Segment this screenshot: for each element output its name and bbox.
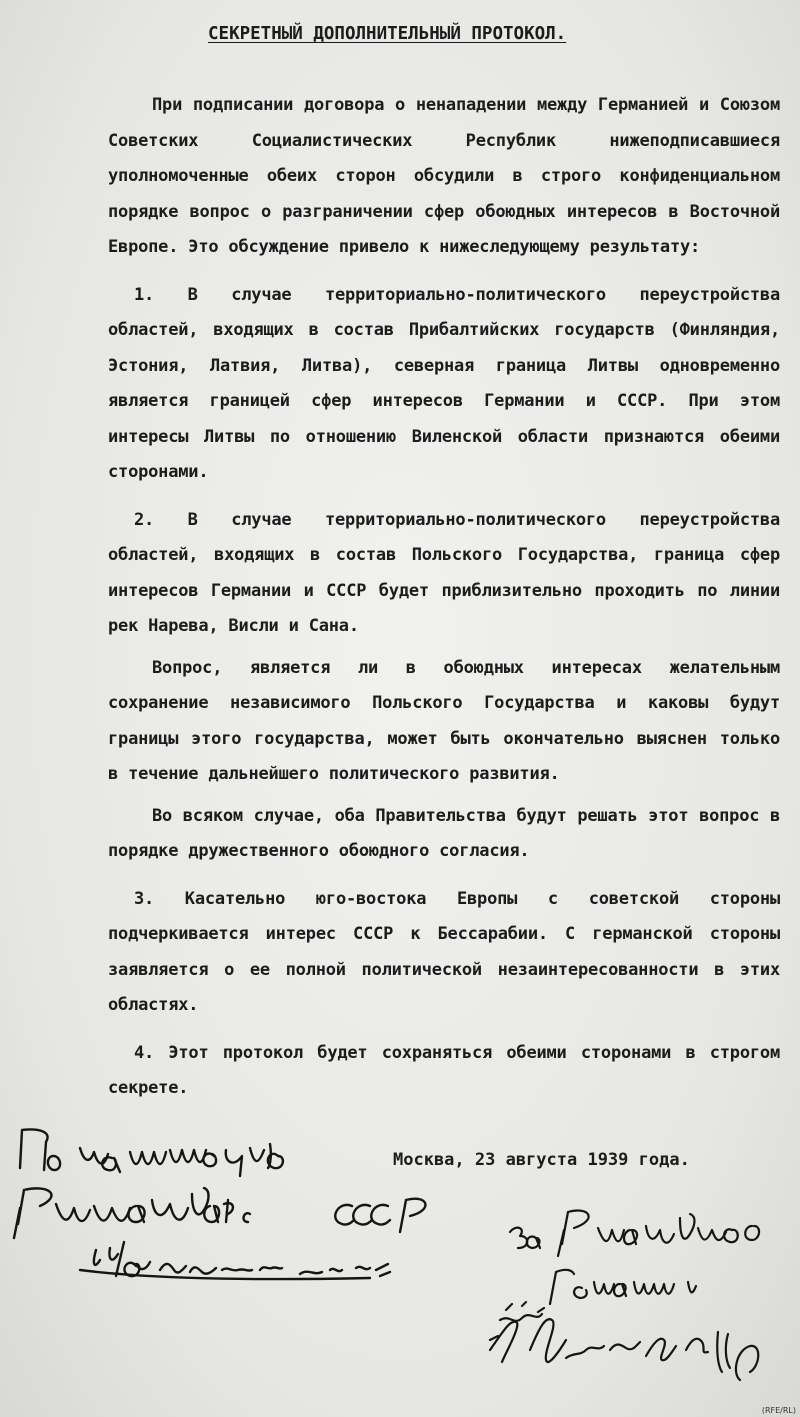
photo-credit: (RFE/RL)	[761, 1406, 796, 1415]
paragraph-2-question: Вопрос, является ли в обоюдных интересах желательным сохранение независимого Польского Государства и каковы будут границы этого государства, может быть окончательно выяснен только в течение дальнейшего политического развития.	[108, 657, 780, 784]
document-body	[108, 88, 780, 1107]
paragraph-4: 4. Этот протокол будет сохраняться обеими сторонами в строгом секрете.	[108, 1042, 780, 1098]
paragraph-2-agreement: Во всяком случае, оба Правительства будут решать этот вопрос в порядке дружественного обоюдного согласия.	[108, 805, 780, 861]
place-and-date: Москва, 23 августа 1939 года.	[393, 1150, 690, 1170]
paragraph-2: 2. В случае территориально-политического переустройства областей, входящих в состав Польского Государства, граница сфер интересов Германии и СССР будет приблизительно проходить по линии рек Нарева, Висли и Сана.	[108, 509, 780, 636]
paragraph-3: 3. Касательно юго-востока Европы с советской стороны подчеркивается интерес СССР к Бессарабии. С германской стороны заявляется о ее полной политической незаинтересованности в этих областях.	[108, 888, 780, 1015]
signature-left-handwriting	[0, 1120, 460, 1300]
intro-paragraph: При подписании договора о ненападении между Германией и Союзом Советских Социалистических Республик нижеподписавшиеся уполномоченные обеих сторон обсудили в строго конфиденциальном порядке вопрос о разграничении сфер обоюдных интересов в Восточной Европе. Это обсуждение привело к нижеследующему результату:	[108, 95, 780, 257]
document-title: СЕКРЕТНЫЙ ДОПОЛНИТЕЛЬНЫЙ ПРОТОКОЛ.	[208, 24, 567, 44]
signature-right-handwriting	[470, 1200, 800, 1410]
paragraph-1: 1. В случае территориально-политического переустройства областей, входящих в состав Прибалтийских государств (Финляндия, Эстония, Латвия, Литва), северная граница Литвы одновременно является границей сфер интересов Германии и СССР. При этом интересы Литвы по отношению Виленской области признаются обеими сторонами.	[108, 284, 780, 482]
